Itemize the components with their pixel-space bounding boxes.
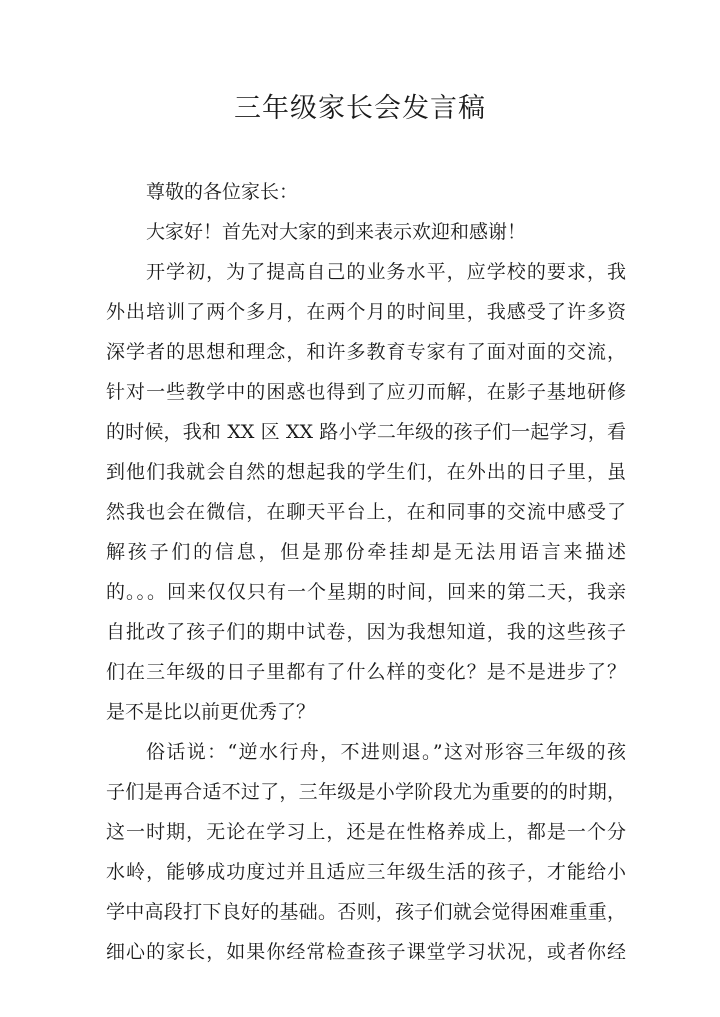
paragraph-line: 开学初，为了提高自己的业务水平，应学校的要求，我 (146, 261, 626, 283)
paragraph-line: 子们是再合适不过了，三年级是小学阶段尤为重要的的时期， (106, 781, 626, 803)
paragraph-line: 们在三年级的日子里都有了什么样的变化？是不是进步了？ (106, 661, 626, 683)
paragraph-line: 俗话说：“逆水行舟，不进则退。”这对形容三年级的孩 (146, 741, 626, 763)
paragraph-line: 针对一些教学中的困惑也得到了应刃而解，在影子基地研修 (106, 381, 626, 403)
paragraph-line: 解孩子们的信息，但是那份牵挂却是无法用语言来描述 (106, 541, 626, 563)
document-title: 三年级家长会发言稿 (234, 93, 486, 124)
paragraph-line: 这一时期，无论在学习上，还是在性格养成上，都是一个分 (106, 821, 626, 843)
paragraph-line: 学中高段打下良好的基础。否则，孩子们就会觉得困难重重， (106, 901, 626, 923)
paragraph-line: 是不是比以前更优秀了？ (106, 701, 316, 723)
paragraph-line: 自批改了孩子们的期中试卷，因为我想知道，我的这些孩子 (106, 621, 626, 643)
paragraph-line: 深学者的思想和理念，和许多教育专家有了面对面的交流， (106, 341, 626, 363)
paragraph-line: 的。。。回来仅仅只有一个星期的时间，回来的第二天，我亲 (106, 581, 626, 603)
paragraph-line: 的时候，我和 XX 区 XX 路小学二年级的孩子们一起学习，看 (106, 421, 626, 443)
paragraph-line: 大家好！首先对大家的到来表示欢迎和感谢！ (146, 221, 527, 243)
paragraph-line: 外出培训了两个多月，在两个月的时间里，我感受了许多资 (106, 301, 626, 323)
paragraph-line: 到他们我就会自然的想起我的学生们，在外出的日子里，虽 (106, 461, 626, 483)
paragraph-line: 然我也会在微信，在聊天平台上，在和同事的交流中感受了 (106, 501, 626, 523)
document-body (106, 172, 626, 972)
paragraph-line: 尊敬的各位家长： (146, 181, 299, 203)
paragraph-line: 水岭，能够成功度过并且适应三年级生活的孩子，才能给小 (106, 861, 626, 883)
paragraph-line: 细心的家长，如果你经常检查孩子课堂学习状况，或者你经 (106, 941, 626, 963)
